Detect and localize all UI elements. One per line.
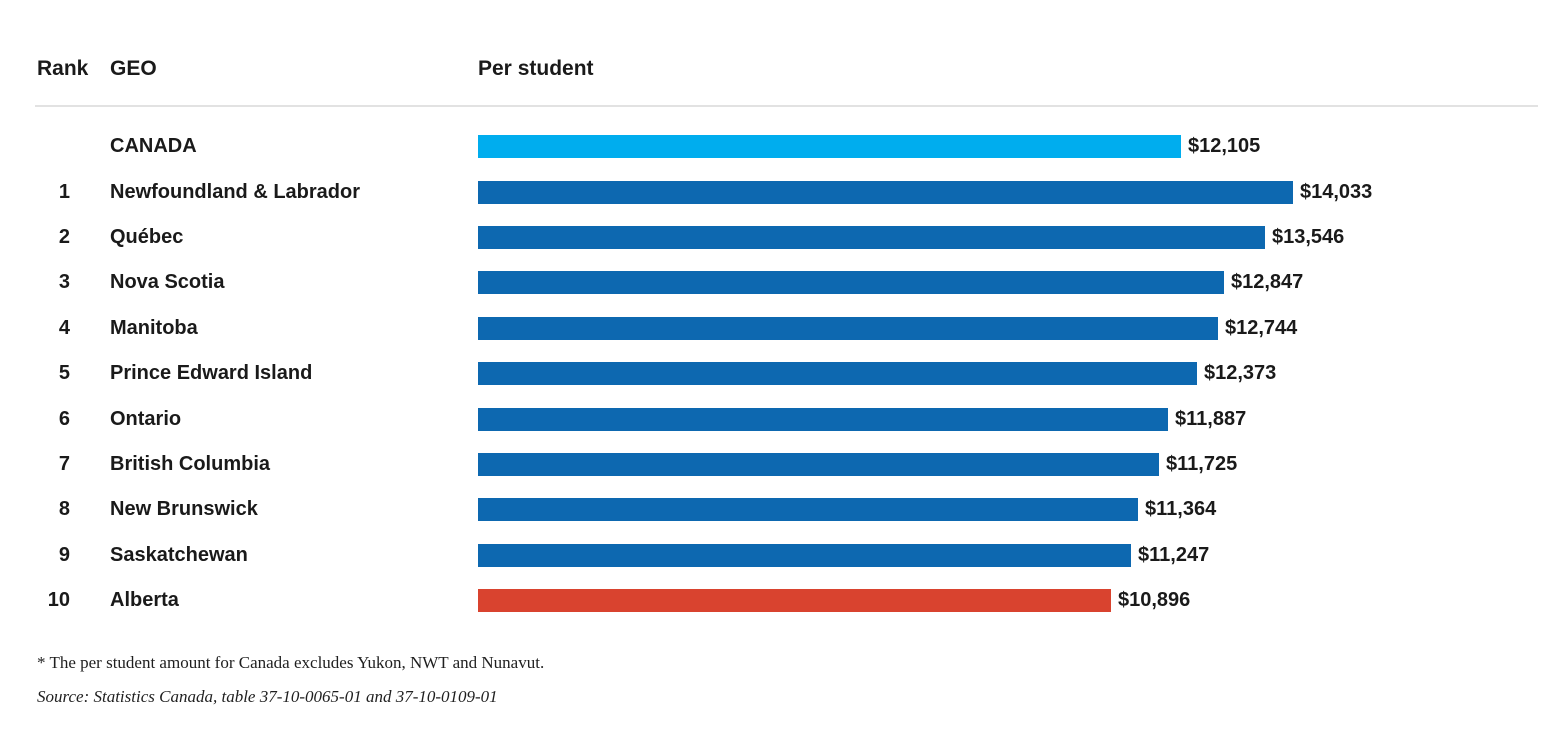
bar-value-label: $10,896: [1118, 589, 1191, 612]
chart-row: [37, 169, 1550, 214]
geo-label: Ontario: [110, 407, 182, 430]
bar: [478, 226, 1265, 249]
footnote-asterisk: * The per student amount for Canada excludes Yukon, NWT and Nunavut.: [37, 653, 545, 673]
bar-track: [478, 396, 1550, 441]
bar-value-label: $12,105: [1188, 135, 1261, 158]
rank-value: 4: [58, 316, 70, 339]
bar: [478, 498, 1138, 521]
chart-row: [37, 533, 1550, 578]
bar-value-label: $12,744: [1225, 316, 1298, 339]
source-citation: Source: Statistics Canada, table 37-10-0065-01 and 37-10-0109-01: [37, 687, 498, 707]
rank-value: 6: [58, 407, 70, 430]
chart-row: [37, 487, 1550, 532]
footnotes: [0, 653, 1550, 707]
chart-row: [37, 578, 1550, 623]
chart-row: [37, 215, 1550, 260]
bar-track: [478, 169, 1550, 214]
chart-row: [37, 306, 1550, 351]
bar-value-label: $11,364: [1145, 498, 1217, 521]
bar-rows: [0, 124, 1550, 623]
column-headers: [0, 56, 1550, 82]
rank-column-header: Rank: [37, 57, 89, 80]
bar-track: [478, 124, 1550, 169]
geo-column-header: GEO: [110, 57, 157, 80]
bar: [478, 135, 1181, 158]
geo-label: Saskatchewan: [110, 543, 248, 566]
bar-track: [478, 533, 1550, 578]
header-divider: [35, 105, 1538, 107]
geo-label: Québec: [110, 225, 184, 248]
bar-track: [478, 306, 1550, 351]
chart-row: [37, 396, 1550, 441]
per-student-column-header: Per student: [478, 57, 594, 80]
rank-value: 10: [47, 589, 70, 612]
geo-label: Manitoba: [110, 316, 198, 339]
bar-track: [478, 215, 1550, 260]
bar-track: [478, 487, 1550, 532]
geo-label: CANADA: [110, 135, 197, 158]
bar-value-label: $11,247: [1138, 543, 1210, 566]
chart-row: [37, 351, 1550, 396]
rank-value: 2: [58, 225, 70, 248]
bar: [478, 271, 1224, 294]
chart-row: [37, 260, 1550, 305]
bar: [478, 181, 1293, 204]
geo-label: Nova Scotia: [110, 271, 225, 294]
chart-row: [37, 442, 1550, 487]
bar-value-label: $12,847: [1231, 271, 1304, 294]
bar-track: [478, 578, 1550, 623]
bar-track: [478, 260, 1550, 305]
rank-value: 5: [58, 362, 70, 385]
bar-value-label: $11,887: [1175, 407, 1247, 430]
geo-label: Newfoundland & Labrador: [110, 180, 360, 203]
rank-value: 1: [58, 180, 70, 203]
chart-row: [37, 124, 1550, 169]
geo-label: Alberta: [110, 589, 179, 612]
rank-value: 8: [58, 498, 70, 521]
bar: [478, 544, 1131, 567]
rank-value: 9: [58, 543, 70, 566]
bar-value-label: $11,725: [1166, 452, 1238, 475]
geo-label: British Columbia: [110, 452, 271, 475]
rank-value: 7: [58, 452, 70, 475]
bar: [478, 453, 1159, 476]
bar-track: [478, 351, 1550, 396]
bar-track: [478, 442, 1550, 487]
geo-label: Prince Edward Island: [110, 362, 313, 385]
bar-value-label: $14,033: [1300, 180, 1373, 203]
bar: [478, 317, 1218, 340]
rank-value: 3: [58, 271, 70, 294]
bar: [478, 589, 1111, 612]
bar-value-label: $12,373: [1204, 362, 1277, 385]
geo-label: New Brunswick: [110, 498, 258, 521]
bar-value-label: $13,546: [1272, 225, 1345, 248]
bar: [478, 408, 1168, 431]
bar: [478, 362, 1197, 385]
